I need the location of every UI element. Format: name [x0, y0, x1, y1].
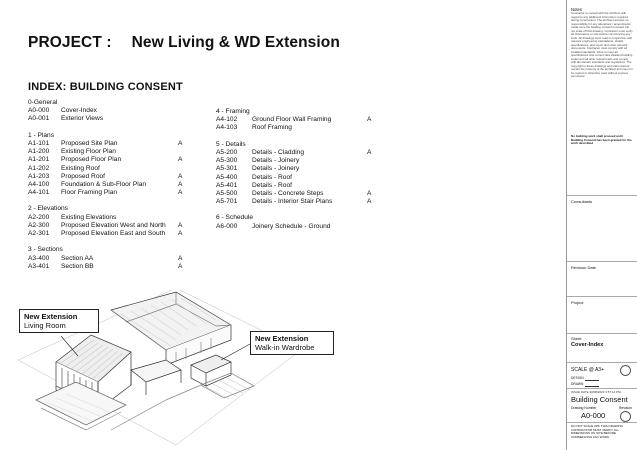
- index-row: [28, 156, 218, 164]
- index-code: A1-203: [28, 172, 50, 180]
- consultants-label: Consultants: [571, 199, 593, 204]
- index-code: A2-301: [28, 230, 50, 237]
- group-spacer: [28, 124, 218, 132]
- group-title: 0-General: [28, 99, 58, 106]
- index-code: A1-101: [28, 139, 50, 147]
- drawn-label: DRAWN: [571, 382, 584, 386]
- project-title: [28, 34, 340, 52]
- notes-warning: No building work shall proceed until Building Consent has been granted for the work described: [571, 134, 632, 146]
- drawing-number-label: Drawing Number: [571, 406, 597, 410]
- index-row: [216, 182, 386, 190]
- index-code: A2-300: [28, 221, 50, 229]
- index-code: A1-202: [28, 164, 50, 172]
- index-rev: A: [367, 198, 372, 206]
- index-row: [28, 189, 218, 197]
- index-code: A5-500: [216, 189, 238, 197]
- index-row: [216, 198, 386, 206]
- index-rev: A: [178, 262, 183, 270]
- index-desc: Section AA: [61, 254, 94, 262]
- index-column-left: [28, 99, 218, 271]
- index-row: [28, 107, 218, 115]
- index-rev: A: [178, 172, 183, 180]
- group-spacer: [28, 197, 218, 205]
- design-line: [585, 380, 599, 381]
- project-name: New Living & WD Extension: [131, 34, 340, 51]
- index-desc: Existing Roof: [61, 164, 100, 172]
- index-desc: Proposed Roof: [61, 172, 105, 180]
- index-desc: Details - Concrete Steps: [252, 189, 324, 197]
- index-row: [216, 223, 386, 231]
- index-code: A4-100: [28, 180, 50, 188]
- index-row: [28, 214, 218, 222]
- index-desc: Roof Framing: [252, 124, 292, 132]
- callout-subtitle: Living Room: [24, 321, 66, 330]
- index-code: A0-001: [28, 115, 50, 123]
- index-code: A0-000: [28, 107, 50, 115]
- sheet-name: Cover-Index: [571, 342, 604, 348]
- index-code: A4-102: [216, 116, 238, 124]
- divider: [567, 261, 637, 262]
- index-desc: Ground Floor Wall Framing: [252, 116, 332, 124]
- group-title: 2 - Elevations: [28, 205, 68, 213]
- index-code: A2-200: [28, 213, 50, 221]
- design-label: DESIGN: [571, 376, 584, 380]
- divider: [567, 333, 637, 334]
- group-title: 6 - Schedule: [216, 214, 254, 222]
- index-desc: Existing Elevations: [61, 213, 117, 221]
- index-desc: Existing Floor Plan: [61, 148, 116, 156]
- index-desc: Cover-Index: [61, 107, 97, 115]
- divider: [567, 296, 637, 297]
- index-rev: A: [178, 156, 183, 164]
- index-row: [216, 157, 386, 165]
- index-code: A5-401: [216, 181, 238, 189]
- revision-label: Revision: [619, 406, 633, 410]
- index-desc: Details - Joinery: [252, 157, 300, 165]
- notes-body: Contractor to consult with the architect with regard to any additional information required during construction. The architect accepts no responsibility for any alterations / amendments made once the building consent is issued. Do not scale off this drawing. Contractor must verify all dimensions on site before commencing any work. All drawings must read in conjunction with relevant engineering calculations, details, specifications, and report and other relevant documents. Contractor must comply with all installed standards. Work to meet all specifications and current New Zealand building codes and all other relevant acts and comply with all relevant standards and regulations. The copyright to these drawings and plans thereof remain the property of the architect and may not be copied or otherwise used without express permission.: [571, 11, 633, 78]
- index-row: [216, 116, 386, 124]
- group-title: 3 - Sections: [28, 246, 63, 254]
- divider: [567, 422, 637, 423]
- index-desc: Proposed Floor Plan: [61, 156, 122, 164]
- index-code: A5-400: [216, 173, 238, 181]
- callout-living-room: [19, 309, 99, 333]
- index-heading: INDEX: BUILDING CONSENT: [28, 81, 183, 93]
- index-code: A3-400: [28, 254, 50, 262]
- index-rev: A: [178, 221, 183, 229]
- index-row: [216, 190, 386, 198]
- title-block: [566, 0, 637, 450]
- index-code: A5-200: [216, 148, 238, 156]
- index-code: A3-401: [28, 262, 50, 270]
- index-rev: A: [367, 148, 372, 156]
- sheet-label: Sheet: [571, 336, 582, 341]
- index-code: A1-201: [28, 156, 50, 164]
- index-row: [216, 174, 386, 182]
- group-title: 1 - Plans: [28, 131, 55, 139]
- scale-circle-icon: [620, 365, 631, 376]
- index-desc: Details - Interior Stair Plans: [252, 198, 333, 206]
- group-spacer: [28, 238, 218, 246]
- revision-date-label: Revision Date: [571, 265, 596, 270]
- group-spacer: [216, 206, 386, 214]
- index-desc: Joinery Schedule - Ground: [252, 222, 331, 230]
- index-code: A4-103: [216, 124, 238, 132]
- issue-date: ISSUE DATE 30/08/2023 3:57:14 PM: [571, 390, 621, 394]
- notes-heading: Notes: [571, 7, 582, 12]
- index-desc: Proposed Elevation East and South: [61, 230, 166, 237]
- index-row: [28, 181, 218, 189]
- index-rev: A: [367, 189, 372, 197]
- drawing-number: A0-000: [581, 411, 606, 420]
- index-desc: Details - Roof: [252, 173, 292, 181]
- index-desc: Foundation & Sub-Floor Plan: [61, 180, 147, 188]
- group-title: 5 - Details: [216, 140, 246, 148]
- index-desc: Floor Framing Plan: [61, 189, 118, 197]
- revision-circle-icon: [620, 411, 631, 422]
- index-row: [216, 165, 386, 173]
- index-row: [216, 124, 386, 132]
- index-row: [28, 148, 218, 156]
- index-code: A5-301: [216, 165, 238, 173]
- callout-title: New Extension: [255, 334, 309, 343]
- index-rev: A: [178, 189, 183, 197]
- index-code: A1-200: [28, 148, 50, 156]
- index-desc: Section BB: [61, 262, 94, 270]
- group-title: 4 - Framing: [216, 108, 250, 115]
- index-rev: A: [178, 180, 183, 188]
- divider: [567, 388, 637, 389]
- footer-note: DO NOT SCALE OFF THIS DRAWING CONTRACTOR MUST VERIFY ALL DIMENSIONS ON SITE BEFORE COMMENCING ANY WORK: [571, 424, 623, 440]
- index-desc: Proposed Site Plan: [61, 139, 118, 147]
- index-row: [28, 222, 218, 230]
- index-desc: Details - Cladding: [252, 148, 305, 156]
- scale-label: SCALE @ A3+: [571, 367, 605, 373]
- index-row: [28, 263, 218, 271]
- index-code: A5-701: [216, 198, 238, 206]
- index-desc: Exterior Views: [61, 115, 104, 123]
- divider: [567, 362, 637, 363]
- index-column-right: [216, 108, 386, 231]
- index-row: [28, 230, 218, 238]
- callout-title: New Extension: [24, 312, 78, 321]
- index-row: [216, 149, 386, 157]
- index-row: [28, 140, 218, 148]
- index-rev: A: [178, 139, 183, 147]
- index-row: [28, 173, 218, 181]
- consent-status: Building Consent: [571, 395, 628, 404]
- callout-walk-in-wardrobe: [250, 331, 334, 355]
- index-row: [28, 115, 218, 123]
- index-rev: A: [178, 254, 183, 262]
- index-desc: Details - Joinery: [252, 165, 300, 173]
- index-desc: Proposed Elevation West and North: [61, 221, 166, 229]
- project-label: PROJECT :: [28, 34, 112, 51]
- callout-subtitle: Walk-in Wardrobe: [255, 343, 315, 352]
- index-rev: A: [367, 116, 372, 124]
- index-desc: Details - Roof: [252, 181, 292, 189]
- index-row: [28, 255, 218, 263]
- index-code: A5-300: [216, 157, 238, 165]
- project-label: Project: [571, 300, 584, 305]
- index-row: [28, 165, 218, 173]
- index-code: A4-101: [28, 189, 50, 197]
- drawn-line: [585, 386, 599, 387]
- divider: [567, 195, 637, 196]
- index-code: A6-000: [216, 222, 238, 230]
- group-spacer: [216, 133, 386, 141]
- index-rev: A: [178, 230, 183, 237]
